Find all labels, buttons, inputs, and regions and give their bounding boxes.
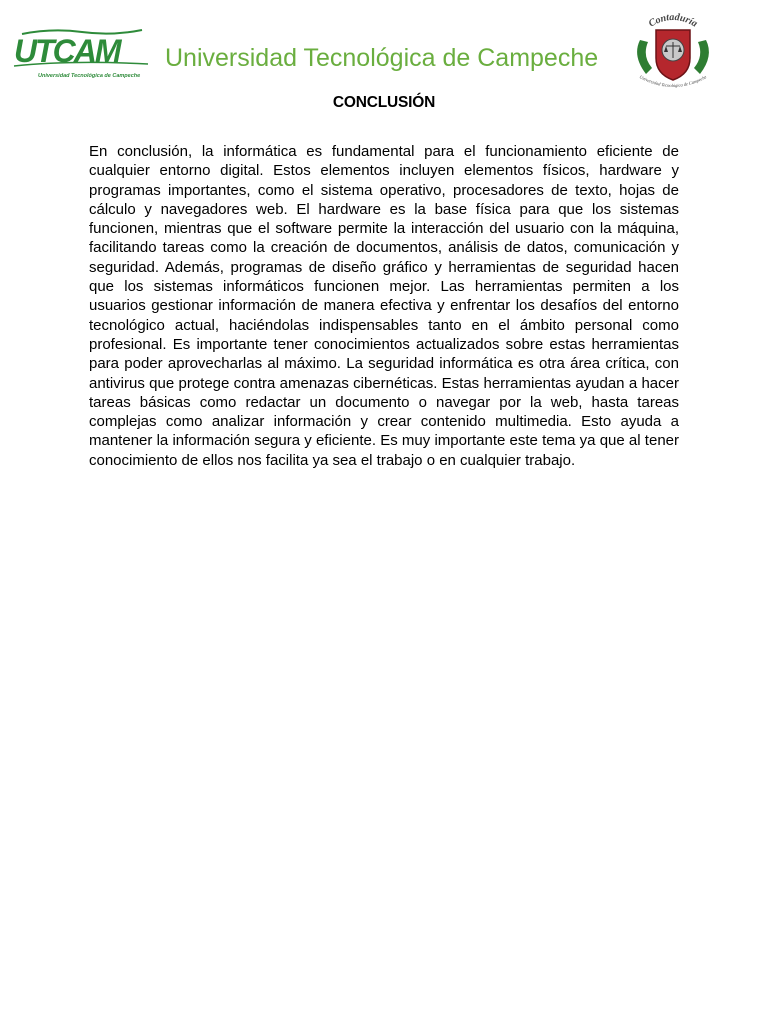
svg-text:Contaduría bbox=[647, 12, 699, 30]
document-title: CONCLUSIÓN bbox=[332, 94, 436, 111]
logo-left-subtext: Universidad Tecnológica de Campeche bbox=[38, 73, 141, 79]
contaduria-seal bbox=[626, 6, 720, 92]
conclusion-paragraph: En conclusión, la informática es fundamental para el funcionamiento eficiente de cualquier entorno digital. Estos elementos incluyen elementos físicos, hardware y programas importantes, como el sistema operativo, procesadores de texto, hojas de cálculo y navegadores web. El hardware es la base física para que los sistemas funcionen, mientras que el software permite la interacción del usuario con la máquina, facilitando tareas como la creación de documentos, análisis de datos, comunicación y seguridad. Además, programas de diseño gráfico y herramientas de seguridad hacen que los sistemas informáticos funcionen mejor. Las herramientas permiten a los usuarios gestionar información de manera efectiva y enfrentar los desafíos del entorno tecnológico actual, haciéndolas indispensables tanto en el ámbito personal como profesional. Es importante tener conocimientos actualizados sobre estas herramientas para poder aprovecharlas al máximo. La seguridad informática es otra área crítica, con antivirus que protege contra amenazas cibernéticas. Estas herramientas ayudan a hacer tareas básicas como redactar un documento o navegar por la web, hasta tareas complejas como analizar información y crear contenido multimedia. Esto ayuda a mantener la información segura y eficiente. Es muy importante este tema ya que al tener conocimiento de ellos nos facilita ya sea el trabajo o en cualquier trabajo. bbox=[89, 143, 679, 469]
seal-top-text: Contaduría bbox=[646, 11, 700, 30]
page-header bbox=[0, 0, 768, 95]
university-name: Universidad Tecnológica de Campeche bbox=[165, 44, 599, 72]
utcam-logo bbox=[12, 26, 150, 82]
logo-left-text: UTCAM bbox=[14, 33, 120, 69]
seal-bottom-text: Universidad Tecnológica de Campeche bbox=[638, 74, 708, 89]
